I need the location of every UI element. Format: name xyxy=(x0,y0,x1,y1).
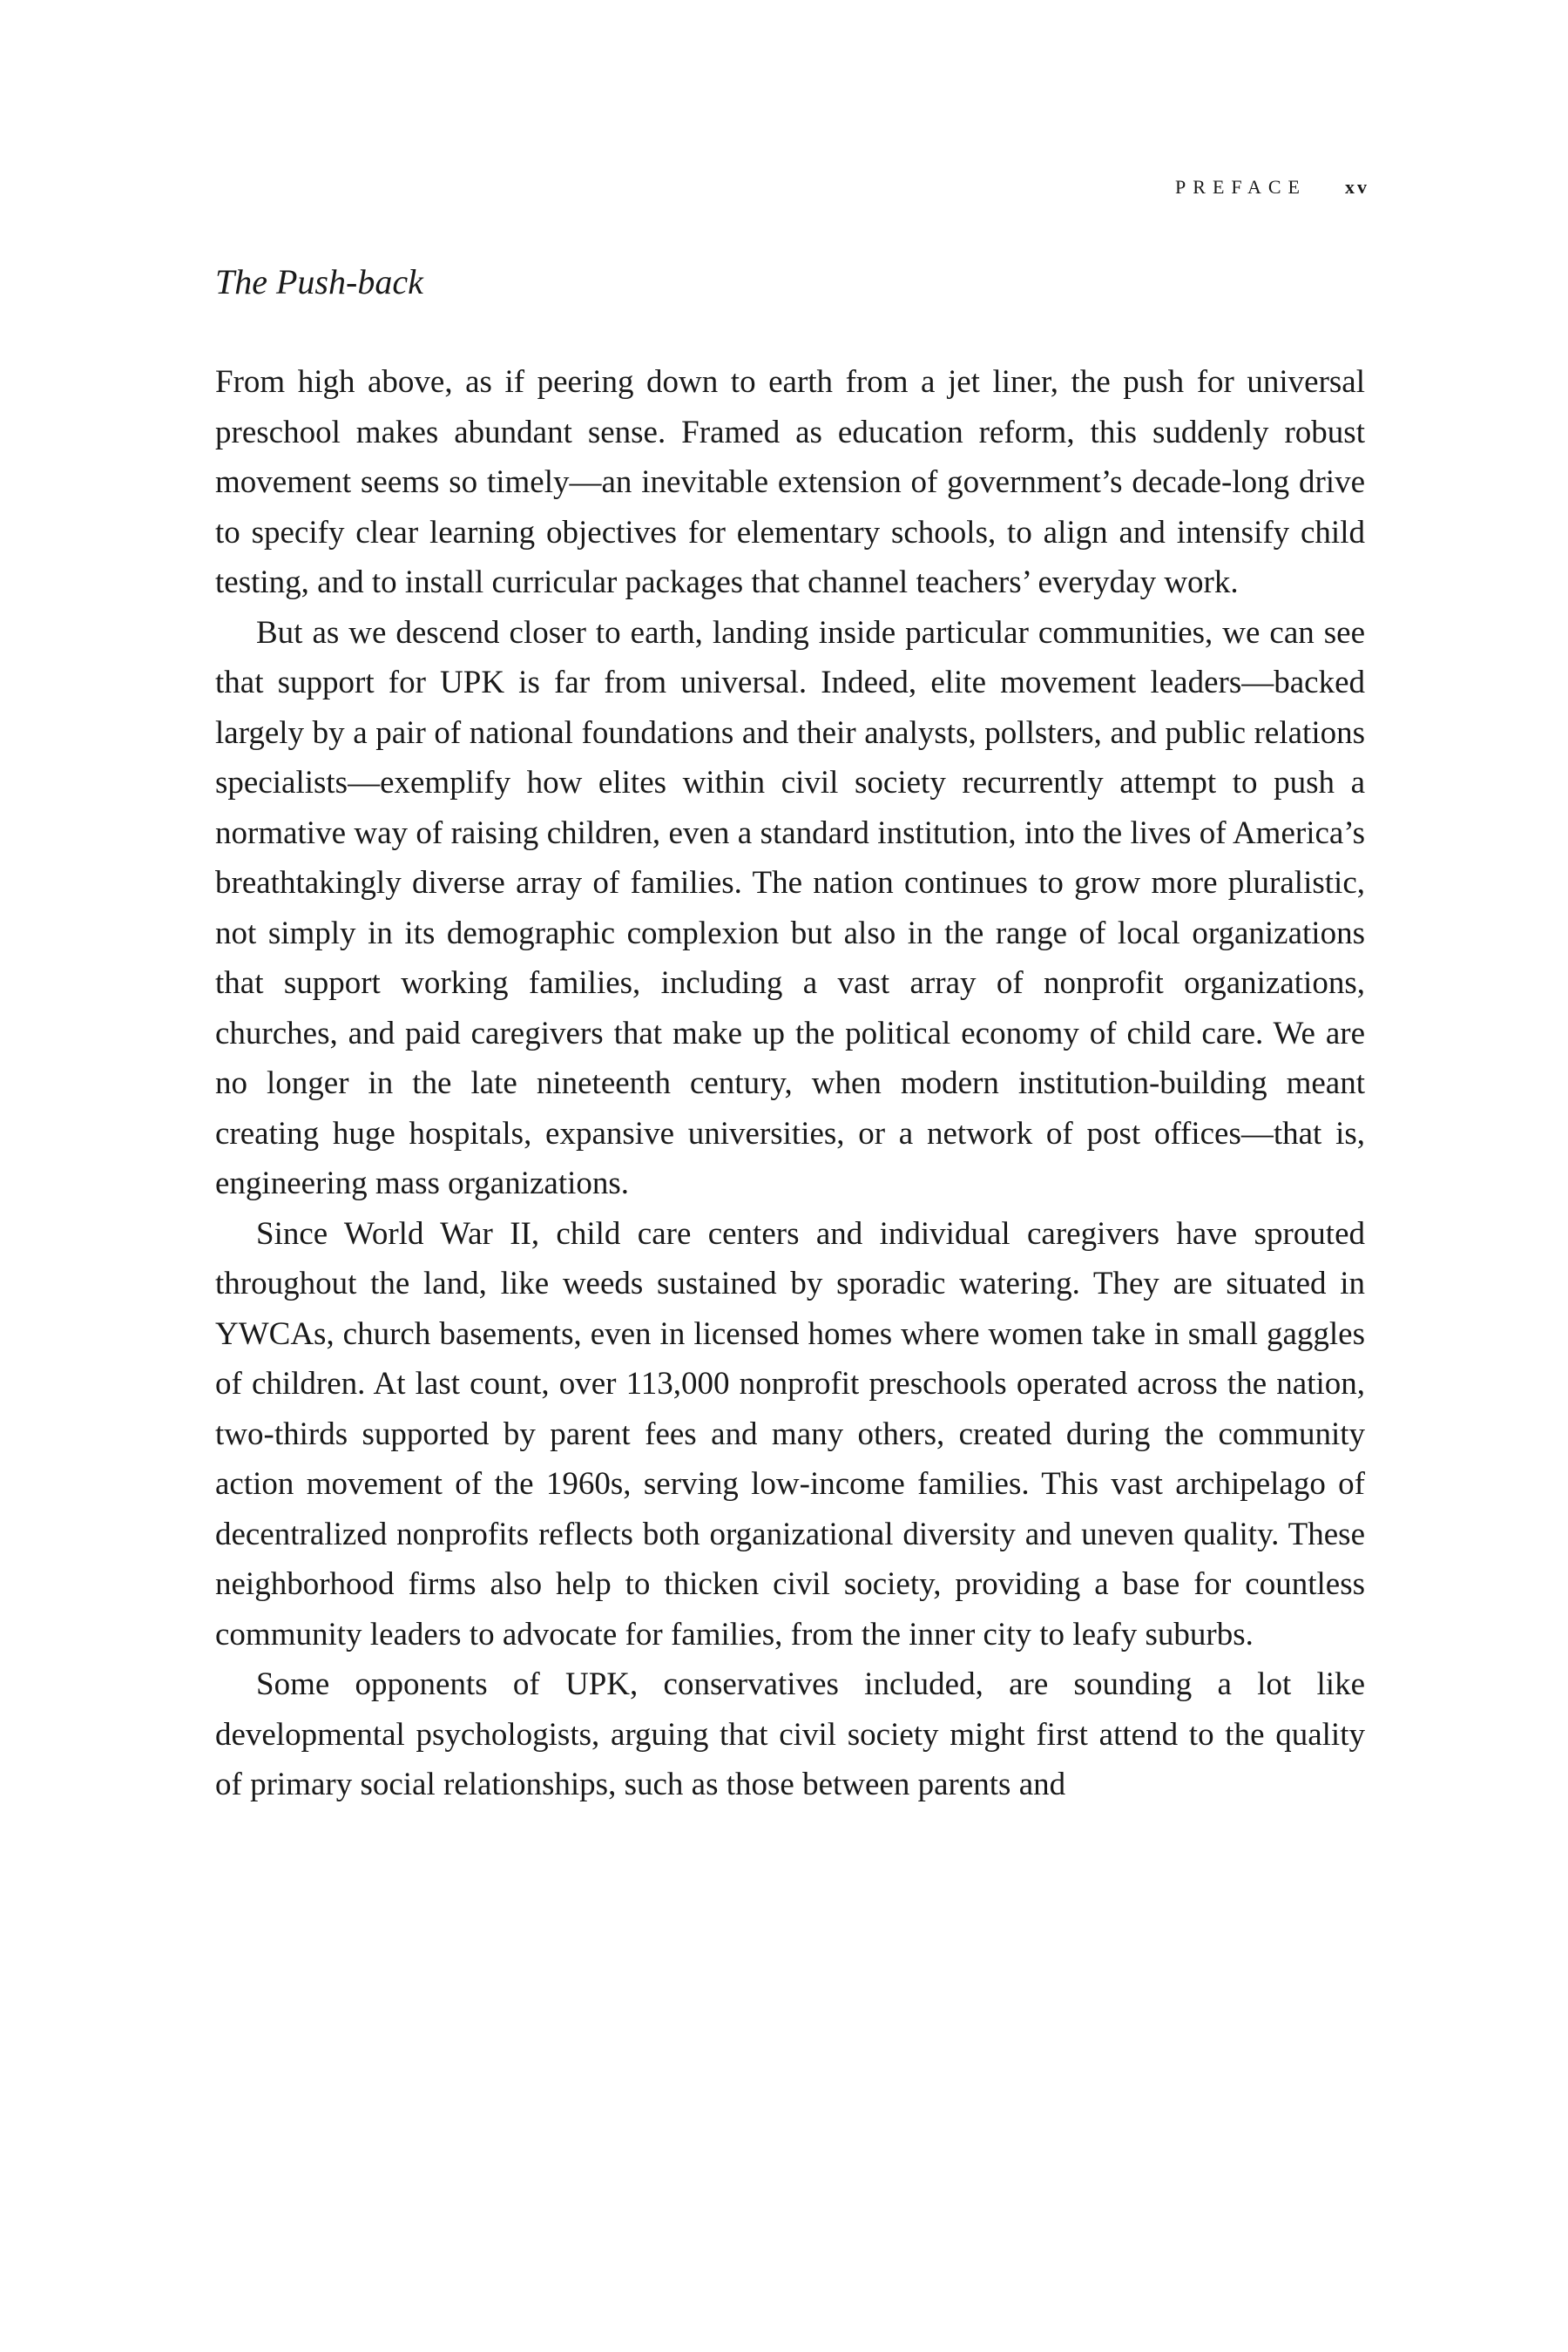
page-number: xv xyxy=(1345,176,1369,198)
running-head xyxy=(1175,176,1369,199)
paragraph: From high above, as if peering down to earth from a jet liner, the push for universal preschool makes abundant sense. Framed as education reform, this suddenly robust movement seems so timely—an inevitable extension of government’s decade-long drive to specify clear learning objectives for elementary schools, to align and intensify child testing, and to install curricular packages that channel teachers’ everyday work. xyxy=(215,364,1365,600)
paragraph: Some opponents of UPK, conservatives included, are sounding a lot like developmental psychologists, arguing that civil society might first attend to the quality of primary social relationships, such as those between parents and xyxy=(215,1666,1365,1802)
section-heading: The Push-back xyxy=(215,262,423,301)
paragraph: Since World War II, child care centers and individual caregivers have sprouted throughout the land, like weeds sustained by sporadic watering. They are situated in YWCAs, church basements, even in licensed homes where women take in small gaggles of children. At last count, over 113,000 nonprofit preschools operated across the nation, two-thirds supported by parent fees and many others, created during the community action movement of the 1960s, serving low-income families. This vast archipelago of decentralized nonprofits reflects both organizational diversity and uneven quality. These neighborhood firms also help to thicken civil society, providing a base for countless community leaders to advocate for families, from the inner city to leafy suburbs. xyxy=(215,1215,1365,1652)
body-text xyxy=(215,357,1365,1810)
paragraph: But as we descend closer to earth, landing inside particular communities, we can see that support for UPK is far from universal. Indeed, elite movement leaders—backed largely by a pair of national foundations and their analysts, pollsters, and public relations specialists—exemplify how elites within civil society recurrently attempt to push a normative way of raising children, even a standard institution, into the lives of America’s breathtakingly diverse array of families. The nation continues to grow more pluralistic, not simply in its demographic complexion but also in the range of local organizations that support working families, including a vast array of nonprofit organizations, churches, and paid caregivers that make up the political economy of child care. We are no longer in the late nineteenth century, when modern institution-building meant creating huge hospitals, expansive universities, or a network of post offices—that is, engineering mass organizations. xyxy=(215,614,1365,1201)
running-head-section: PREFACE xyxy=(1175,176,1307,198)
